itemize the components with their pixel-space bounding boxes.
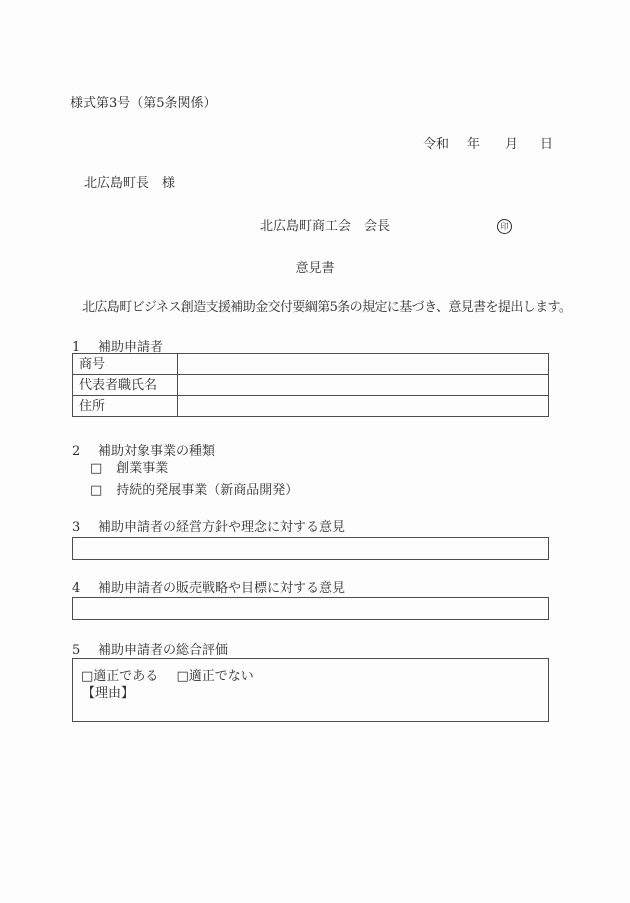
option-appropriate-label: 適正である <box>93 669 159 684</box>
representative-label: 代表者職氏名 <box>73 375 178 396</box>
section-2-number: 2 <box>72 444 81 459</box>
sales-opinion-field[interactable] <box>72 597 549 620</box>
document-title: 意見書 <box>295 261 335 276</box>
checkbox-icon[interactable]: □ <box>176 669 189 684</box>
date-line <box>0 137 630 152</box>
option-not-appropriate[interactable] <box>176 665 253 684</box>
option-sustainable-label: 持続的発展事業（新商品開発） <box>116 483 299 498</box>
checkbox-icon[interactable]: □ <box>90 483 103 498</box>
section-3-heading <box>72 520 345 535</box>
form-number: 様式第3号（第5条関係） <box>70 96 217 111</box>
issuer-name: 北広島町商工会 会長 <box>260 219 391 234</box>
option-startup-business[interactable] <box>90 461 168 476</box>
section-5-heading <box>72 643 228 658</box>
section-4-number: 4 <box>72 581 81 596</box>
option-not-appropriate-label: 適正でない <box>188 669 254 684</box>
option-startup-label: 創業事業 <box>116 461 169 476</box>
table-row-trade-name <box>73 354 549 375</box>
section-2-title: 補助対象事業の種類 <box>98 444 216 459</box>
reason-field[interactable] <box>81 699 541 717</box>
date-month-label: 月 <box>505 137 519 152</box>
address-field[interactable] <box>178 396 549 417</box>
intro-sentence: 北広島町ビジネス創造支援補助金交付要綱第5条の規定に基づき、意見書を提出します。 <box>82 300 572 315</box>
section-2-heading <box>72 444 215 459</box>
section-5-title: 補助申請者の総合評価 <box>98 643 229 658</box>
section-5-number: 5 <box>72 643 81 658</box>
addressee: 北広島町長 様 <box>84 176 176 191</box>
table-row-representative <box>73 375 549 396</box>
section-3-number: 3 <box>72 520 81 535</box>
date-year-label: 年 <box>467 137 481 152</box>
section-4-title: 補助申請者の販売戦略や目標に対する意見 <box>98 581 346 596</box>
section-4-heading <box>72 581 345 596</box>
trade-name-label: 商号 <box>73 354 178 375</box>
table-row-address <box>73 396 549 417</box>
checkbox-icon[interactable]: □ <box>81 669 94 684</box>
representative-field[interactable] <box>178 375 549 396</box>
seal-icon: 印 <box>497 219 512 234</box>
overall-evaluation-box <box>72 658 549 722</box>
section-3-title: 補助申請者の経営方針や理念に対する意見 <box>98 520 346 535</box>
section-1-number: 1 <box>72 340 81 355</box>
checkbox-icon[interactable]: □ <box>90 461 103 476</box>
option-sustainable-development[interactable] <box>90 483 298 498</box>
date-day-label: 日 <box>540 137 554 152</box>
management-opinion-field[interactable] <box>72 537 549 560</box>
address-label: 住所 <box>73 396 178 417</box>
reason-label: 【理由】 <box>82 686 135 701</box>
date-era-label: 令和 <box>423 137 450 152</box>
trade-name-field[interactable] <box>178 354 549 375</box>
applicant-table <box>72 353 549 417</box>
section-1-title: 補助申請者 <box>98 340 164 355</box>
